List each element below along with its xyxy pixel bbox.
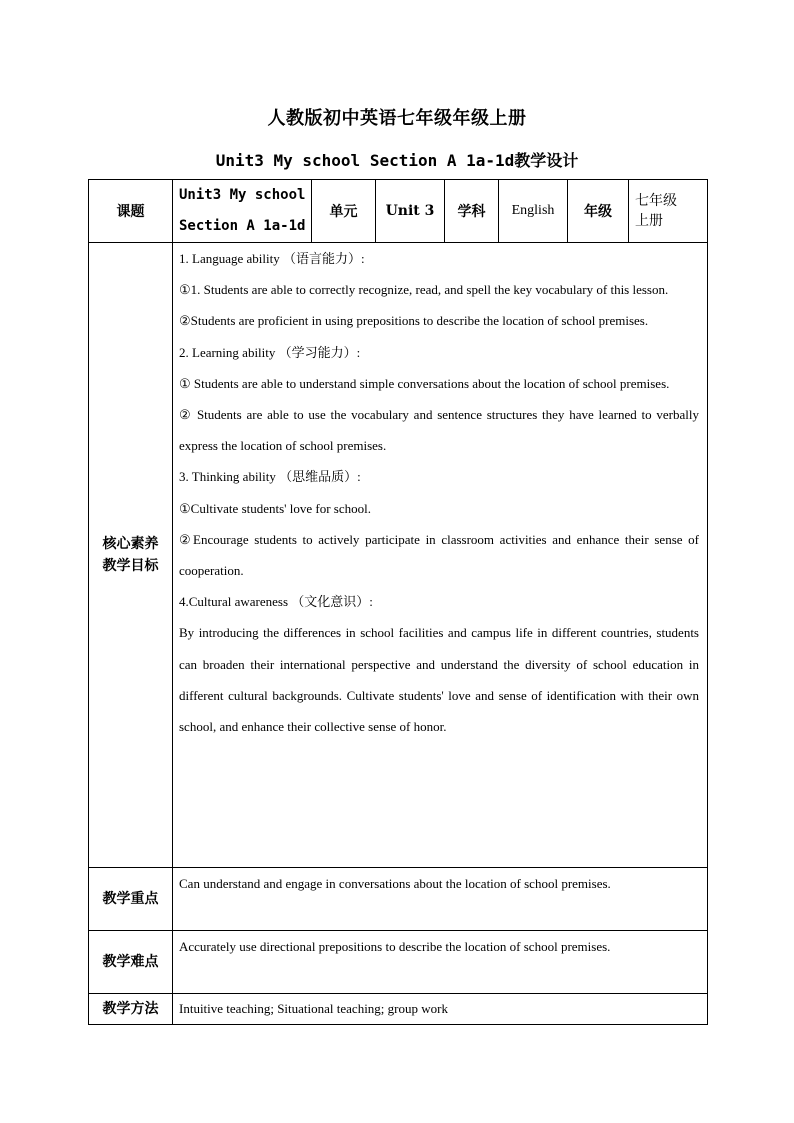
grade-line-2: 上册: [635, 213, 663, 229]
header-row: [89, 180, 708, 243]
difficulties-text: Accurately use directional prepositions to describe the location of school premises.: [173, 931, 708, 994]
objectives-content: [173, 243, 708, 868]
objective-line: 1. Language ability （语言能力）:: [179, 251, 365, 266]
grade-label: 年级: [568, 180, 629, 243]
objective-line: 4.Cultural awareness （文化意识）:: [179, 594, 373, 610]
subject-label: 学科: [445, 180, 499, 243]
objective-line: ① Students are able to understand simple conversations about the location of school premises.: [179, 375, 670, 391]
objective-line: ② Students are able to use the vocabulary and sentence structures they have learned to verbally express the location of school premises.: [179, 407, 699, 454]
document-title: 人教版初中英语七年级年级上册: [267, 108, 527, 129]
grade-value: [629, 180, 708, 243]
objective-line: By introducing the differences in school facilities and campus life in different countries, students can broaden their international perspective and understand the diversity of school education in different cultural backgrounds. Cultivate students' love and sense of identification with their own school, and enhance their collective sense of honor.: [179, 625, 699, 735]
unit-label: 单元: [312, 180, 376, 243]
methods-row: [89, 994, 708, 1025]
objective-line: 2. Learning ability （学习能力）:: [179, 344, 361, 360]
objective-line: 3. Thinking ability （思维品质）:: [179, 469, 361, 485]
methods-label: 教学方法: [89, 994, 173, 1025]
objectives-label-line-2: 教学目标: [102, 558, 159, 574]
topic-value: [173, 180, 312, 243]
objective-line: ②Encourage students to actively participate in classroom activities and enhance their sense of cooperation.: [179, 531, 699, 579]
key-points-row: [89, 868, 708, 931]
topic-line-2: Section A 1a-1d: [179, 218, 306, 234]
subject-value: English: [499, 180, 568, 243]
methods-text: Intuitive teaching; Situational teaching; group work: [173, 994, 708, 1025]
objectives-label: [89, 243, 173, 868]
lesson-plan-table: [88, 179, 708, 1025]
topic-label: 课题: [89, 180, 173, 243]
key-points-text: Can understand and engage in conversations about the location of school premises.: [173, 868, 708, 931]
objective-line: ①Cultivate students' love for school.: [179, 500, 371, 516]
topic-line-1: Unit3 My school: [179, 187, 306, 203]
objective-line: ①1. Students are able to correctly recognize, read, and spell the key vocabulary of this lesson.: [179, 282, 669, 298]
difficulties-label: 教学难点: [89, 931, 173, 994]
difficulties-row: [89, 931, 708, 994]
key-points-label: 教学重点: [89, 868, 173, 931]
objectives-label-line-1: 核心素养: [102, 536, 159, 552]
grade-line-1: 七年级: [635, 193, 677, 209]
objectives-row: [89, 243, 708, 868]
unit-value: Unit 3: [376, 180, 445, 243]
document-subtitle: Unit3 My school Section A 1a-1d教学设计: [215, 151, 579, 170]
objective-line: ②Students are proficient in using prepositions to describe the location of school premises.: [179, 313, 649, 329]
